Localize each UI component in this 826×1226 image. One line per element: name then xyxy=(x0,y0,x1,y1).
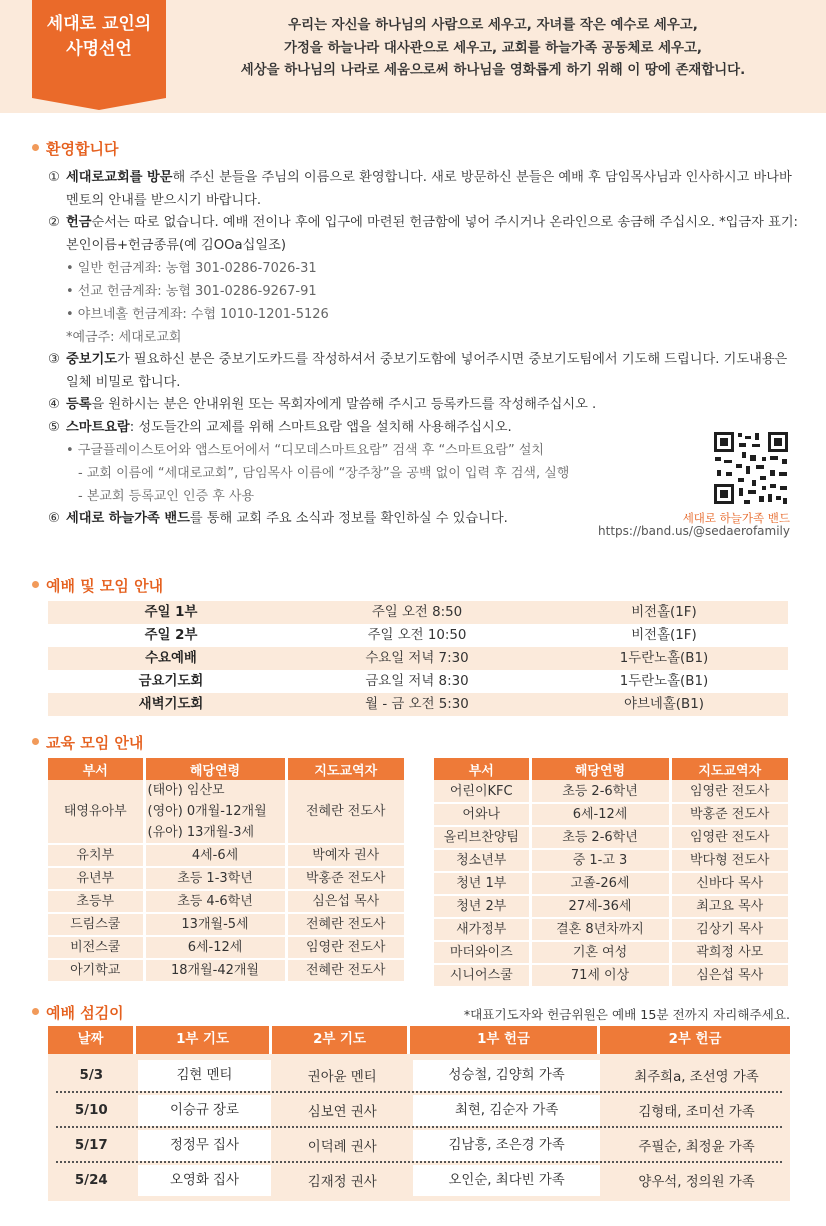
col-header-offering1: 1부 헌금 xyxy=(410,1026,600,1054)
service-time: 주일 오전 10:50 xyxy=(367,628,467,643)
prayer2-cell: 이덕례 권사 xyxy=(307,1140,377,1155)
col-header-age: 해당연령 xyxy=(530,758,670,780)
welcome-item-smart-yoram: ⑤ 스마트요람: 성도들간의 교제를 위해 스마트요람 앱을 설치해 사용해주십시오. xyxy=(48,419,512,435)
welcome-item-prayer: ③ 중보기도가 필요하신 분은 중보기도카드를 작성하셔서 중보기도함에 넣어주시면 중보기도팀에서 기도해 드립니다. 기도내용은 일체 비밀로 합니다. xyxy=(48,352,788,390)
table-row xyxy=(434,941,788,964)
dept-cell: 청소년부 xyxy=(434,849,530,872)
band-caption: 세대로 하늘가족 밴드 xyxy=(682,511,790,525)
table-row xyxy=(48,1093,790,1128)
offering1-cell: 김남흥, 조은경 가족 xyxy=(413,1130,600,1161)
date-cell: 5/3 xyxy=(79,1068,104,1083)
offering2-cell: 양우석, 정의원 가족 xyxy=(638,1175,755,1190)
worship-title: 예배 및 모임 안내 xyxy=(32,575,163,596)
prayer2-cell: 김재정 권사 xyxy=(307,1175,377,1190)
qr-code-icon[interactable] xyxy=(712,430,790,506)
serving-header-row xyxy=(48,1026,790,1054)
table-row xyxy=(434,964,788,987)
dept-cell: 드림스쿨 xyxy=(48,913,144,936)
table-row xyxy=(48,844,404,867)
service-name: 수요예배 xyxy=(145,651,197,666)
leader-cell: 임영란 전도사 xyxy=(670,826,788,849)
age-cell xyxy=(144,780,286,844)
age-cell: 중 1-고 3 xyxy=(530,849,670,872)
table-row xyxy=(48,1128,790,1163)
schedule-row xyxy=(48,670,788,693)
leader-cell: 최고요 목사 xyxy=(670,895,788,918)
dept-cell: 새가정부 xyxy=(434,918,530,941)
age-cell: 초등 2-6학년 xyxy=(530,780,670,803)
table-row xyxy=(434,780,788,803)
dept-cell: 아기학교 xyxy=(48,959,144,982)
age-cell: 결혼 8년차까지 xyxy=(530,918,670,941)
dept-cell: 마더와이즈 xyxy=(434,941,530,964)
age-cell: 4세-6세 xyxy=(144,844,286,867)
service-time: 금요일 저녁 8:30 xyxy=(365,674,469,689)
dept-cell: 태영유아부 xyxy=(48,780,144,844)
leader-cell: 박예자 권사 xyxy=(286,844,404,867)
mission-line: 우리는 자신을 하나님의 사람으로 세우고, 자녀를 작은 예수로 세우고, xyxy=(288,18,698,33)
leader-cell: 박다형 전도사 xyxy=(670,849,788,872)
mission-tag-point xyxy=(32,98,166,110)
mission-tag-label xyxy=(32,12,166,62)
table-row xyxy=(434,872,788,895)
bullet-dot-icon xyxy=(32,144,39,151)
account-mission: • 선교 헌금계좌: 농협 301-0286-9267-91 xyxy=(66,284,317,299)
prayer1-cell: 오영화 집사 xyxy=(138,1165,272,1196)
smart-step-install: • 구글플레이스토어와 앱스토어에서 “디모데스마트요람” 검색 후 “스마트요람” 설치 xyxy=(66,443,544,458)
leader-cell: 전혜란 전도사 xyxy=(286,959,404,982)
dept-cell: 올리브찬양팀 xyxy=(434,826,530,849)
education-table-right xyxy=(434,758,788,988)
dept-cell: 어린이KFC xyxy=(434,780,530,803)
prayer2-cell: 심보연 권사 xyxy=(307,1105,377,1120)
bullet-dot-icon xyxy=(32,581,39,588)
education-table-left xyxy=(48,758,404,983)
dept-cell: 유치부 xyxy=(48,844,144,867)
table-row xyxy=(48,1058,790,1093)
bullet-dot-icon xyxy=(32,738,39,745)
table-row xyxy=(434,803,788,826)
age-cell: 13개월-5세 xyxy=(144,913,286,936)
age-cell: 71세 이상 xyxy=(530,964,670,987)
mission-line: 세상을 하나님의 나라로 세움으로써 하나님을 영화롭게 하기 위해 이 땅에 존재합니다. xyxy=(240,63,746,78)
offering1-cell: 오인순, 최다빈 가족 xyxy=(413,1165,600,1196)
leader-cell: 신바다 목사 xyxy=(670,872,788,895)
welcome-item-register: ④ 등록을 원하시는 분은 안내위원 또는 목회자에게 말씀해 주시고 등록카드를 작성해주십시오 . xyxy=(48,397,597,412)
service-place: 야브네홀(B1) xyxy=(624,697,704,712)
leader-cell: 심은섭 목사 xyxy=(286,890,404,913)
table-row xyxy=(48,780,404,844)
leader-cell: 김상기 목사 xyxy=(670,918,788,941)
schedule-row xyxy=(48,647,788,670)
service-name: 금요기도회 xyxy=(138,674,204,689)
service-place: 비전홀(1F) xyxy=(631,628,697,643)
mission-line: 가정을 하늘나라 대사관으로 세우고, 교회를 하늘가족 공동체로 세우고, xyxy=(284,40,702,56)
service-time: 수요일 저녁 7:30 xyxy=(365,651,469,666)
leader-cell: 박홍준 전도사 xyxy=(670,803,788,826)
table-row xyxy=(434,895,788,918)
welcome-item-band: ⑥ 세대로 하늘가족 밴드를 통해 교회 주요 소식과 정보를 확인하실 수 있습니다. xyxy=(48,511,508,526)
service-time: 월 - 금 오전 5:30 xyxy=(365,697,469,712)
leader-cell: 임영란 전도사 xyxy=(670,780,788,803)
account-yavneh: • 야브네홀 헌금계좌: 수협 1010-1201-5126 xyxy=(66,307,329,322)
mission-tag-line1: 세대로 교인의 xyxy=(46,14,152,34)
age-cell: 고졸-26세 xyxy=(530,872,670,895)
table-row xyxy=(48,913,404,936)
serving-table xyxy=(48,1026,790,1201)
worship-schedule-table xyxy=(48,601,788,716)
dept-cell: 비전스쿨 xyxy=(48,936,144,959)
service-place: 1두란노홀(B1) xyxy=(619,674,709,689)
col-header-leader: 지도교역자 xyxy=(670,758,788,780)
welcome-item-offering: ② 헌금순서는 따로 없습니다. 예배 전이나 후에 입구에 마련된 헌금함에 넣어 주시거나 온라인으로 송금해 주십시오. *입금자 표기: 본인이름+헌금종류(예 김OOa십일조) xyxy=(48,215,798,253)
date-cell: 5/24 xyxy=(74,1173,108,1188)
offering1-cell: 성승철, 김양희 가족 xyxy=(413,1060,600,1091)
table-row xyxy=(434,849,788,872)
leader-cell: 곽희정 사모 xyxy=(670,941,788,964)
schedule-row xyxy=(48,624,788,647)
dept-cell: 초등부 xyxy=(48,890,144,913)
service-place: 비전홀(1F) xyxy=(631,605,697,620)
prayer2-cell: 권아윤 멘티 xyxy=(307,1070,377,1085)
col-header-dept: 부서 xyxy=(434,758,530,780)
date-cell: 5/17 xyxy=(74,1138,108,1153)
table-row xyxy=(48,1163,790,1198)
age-cell: 18개월-42개월 xyxy=(144,959,286,982)
smart-step-verify: - 본교회 등록교인 인증 후 사용 xyxy=(78,489,255,504)
col-header-date: 날짜 xyxy=(48,1026,136,1054)
service-name: 새벽기도회 xyxy=(138,697,204,712)
welcome-item-visit: ① 세대로교회를 방문해 주신 분들을 주님의 이름으로 환영합니다. 새로 방문하신 분들은 예배 후 담임목사님과 인사하시고 바나바멘토의 안내를 받으시기 바랍니다. xyxy=(48,170,792,208)
dept-cell: 청년 2부 xyxy=(434,895,530,918)
band-url-link[interactable]: https://band.us/@sedaerofamily xyxy=(598,524,790,538)
age-line: (태아) 임산모 xyxy=(147,783,225,798)
age-line: (유아) 13개월-3세 xyxy=(147,825,255,840)
col-header-prayer2: 2부 기도 xyxy=(272,1026,410,1054)
age-cell: 초등 1-3학년 xyxy=(144,867,286,890)
prayer1-cell: 김현 멘티 xyxy=(138,1060,272,1091)
schedule-row xyxy=(48,601,788,624)
table-row xyxy=(48,890,404,913)
account-holder: *예금주: 세대로교회 xyxy=(66,330,182,345)
leader-cell: 심은섭 목사 xyxy=(670,964,788,987)
offering1-cell: 최현, 김순자 가족 xyxy=(413,1095,600,1126)
serving-note: *대표기도자와 헌금위원은 예배 15분 전까지 자리해주세요. xyxy=(463,1007,790,1022)
dept-cell: 유년부 xyxy=(48,867,144,890)
mission-statement xyxy=(178,15,808,83)
education-title: 교육 모임 안내 xyxy=(32,732,143,753)
table-row xyxy=(434,918,788,941)
smart-step-search: - 교회 이름에 “세대로교회”, 담임목사 이름에 “장주창”을 공백 없이 입력 후 검색, 실행 xyxy=(78,466,570,481)
welcome-section xyxy=(48,167,798,531)
dept-cell: 어와나 xyxy=(434,803,530,826)
account-general: • 일반 헌금계좌: 농협 301-0286-7026-31 xyxy=(66,261,317,276)
leader-cell: 박홍준 전도사 xyxy=(286,867,404,890)
table-row xyxy=(434,826,788,849)
dept-cell: 시니어스쿨 xyxy=(434,964,530,987)
leader-cell: 임영란 전도사 xyxy=(286,936,404,959)
age-cell: 초등 4-6학년 xyxy=(144,890,286,913)
service-name: 주일 1부 xyxy=(144,605,198,620)
dept-cell: 청년 1부 xyxy=(434,872,530,895)
mission-tag-line2: 사명선언 xyxy=(66,39,132,59)
leader-cell: 전혜란 전도사 xyxy=(286,780,404,844)
prayer1-cell: 이승규 장로 xyxy=(138,1095,272,1126)
leader-cell: 전혜란 전도사 xyxy=(286,913,404,936)
col-header-leader: 지도교역자 xyxy=(286,758,404,780)
welcome-title: 환영합니다 xyxy=(32,138,118,159)
offering2-cell: 주필순, 최정윤 가족 xyxy=(638,1140,755,1155)
age-cell: 27세-36세 xyxy=(530,895,670,918)
date-cell: 5/10 xyxy=(74,1103,108,1118)
service-name: 주일 2부 xyxy=(144,628,198,643)
col-header-offering2: 2부 헌금 xyxy=(600,1026,790,1054)
offering2-cell: 최주희a, 조선영 가족 xyxy=(634,1070,759,1085)
col-header-age: 해당연령 xyxy=(144,758,286,780)
col-header-prayer1: 1부 기도 xyxy=(136,1026,272,1054)
schedule-row xyxy=(48,693,788,716)
prayer1-cell: 정정무 집사 xyxy=(138,1130,272,1161)
age-cell: 초등 2-6학년 xyxy=(530,826,670,849)
table-row xyxy=(48,867,404,890)
offering2-cell: 김형태, 조미선 가족 xyxy=(638,1105,755,1120)
table-row xyxy=(48,959,404,982)
bullet-dot-icon xyxy=(32,1008,39,1015)
age-cell: 6세-12세 xyxy=(144,936,286,959)
serving-title: 예배 섬김이 xyxy=(32,1002,124,1023)
service-place: 1두란노홀(B1) xyxy=(619,651,709,666)
age-line: (영아) 0개월-12개월 xyxy=(147,804,267,819)
age-cell: 6세-12세 xyxy=(530,803,670,826)
table-row xyxy=(48,936,404,959)
age-cell: 기혼 여성 xyxy=(530,941,670,964)
col-header-dept: 부서 xyxy=(48,758,144,780)
service-time: 주일 오전 8:50 xyxy=(371,605,463,620)
